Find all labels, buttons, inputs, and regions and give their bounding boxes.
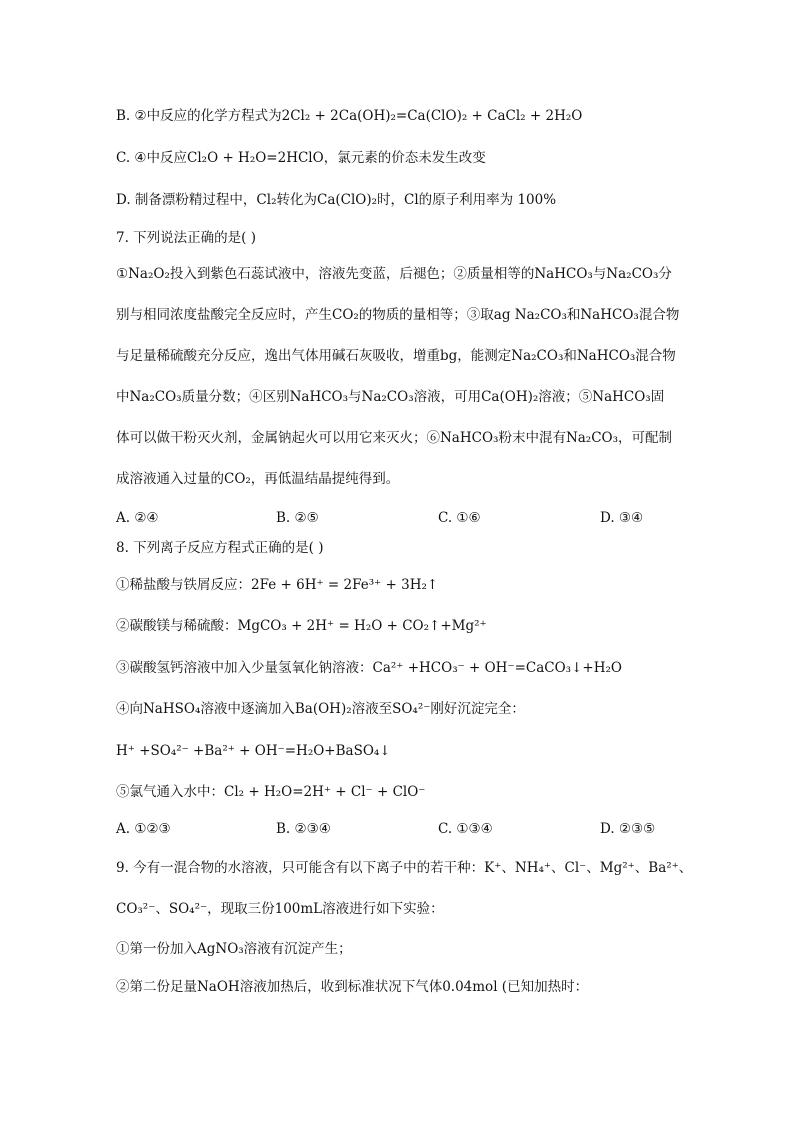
question-8-item-4-equation: H⁺ +SO₄²⁻ +Ba²⁺ + OH⁻=H₂O+BaSO₄↓ xyxy=(116,743,391,759)
question-8-item-2: ②碳酸镁与稀硫酸：MgCO₃ + 2H⁺ = H₂O + CO₂↑+Mg²⁺ xyxy=(116,618,487,634)
question-9-text-line: CO₃²⁻、SO₄²⁻，现取三份100mL溶液进行如下实验： xyxy=(116,901,444,917)
option-b: B. ②③④ xyxy=(276,821,331,837)
option-c: C. ①⑥ xyxy=(438,510,481,526)
question-7-text-line: 体可以做干粉灭火剂，金属钠起火可以用它来灭火；⑥NaHCO₃粉末中混有Na₂CO₃，可配制 xyxy=(116,430,673,446)
option-a: A. ①②③ xyxy=(116,821,171,837)
question-7-text-line: 别与相同浓度盐酸完全反应时，产生CO₂的物质的量相等；③取ag Na₂CO₃和NaHCO₃混合物 xyxy=(116,307,680,323)
question-8-title: 8. 下列离子反应方程式正确的是( ) xyxy=(116,540,324,556)
question-9-step-1: ①第一份加入AgNO₃溶液有沉淀产生； xyxy=(116,941,352,957)
option-d: D. ②③⑤ xyxy=(600,821,656,837)
question-7-options xyxy=(116,508,676,528)
question-7-text-line: 与足量稀硫酸充分反应，逸出气体用碱石灰吸收，增重bg，能测定Na₂CO₃和NaHCO₃混合物 xyxy=(116,348,676,364)
option-d-line: D. 制备漂粉精过程中，Cl₂转化为Ca(ClO)₂时，Cl的原子利用率为 100% xyxy=(116,192,557,208)
option-c-line: C. ④中反应Cl₂O + H₂O=2HClO，氯元素的价态未发生改变 xyxy=(116,150,486,166)
question-9-step-2: ②第二份足量NaOH溶液加热后，收到标准状况下气体0.04mol (已知加热时： xyxy=(116,979,589,995)
question-8-options xyxy=(116,819,676,839)
question-7-text-line: 中Na₂CO₃质量分数；④区别NaHCO₃与Na₂CO₃溶液，可用Ca(OH)₂溶液；⑤NaHCO₃固 xyxy=(116,389,665,405)
question-7-text-line: 成溶液通入过量的CO₂，再低温结晶提纯得到。 xyxy=(116,471,400,487)
question-8-item-4: ④向NaHSO₄溶液中逐滴加入Ba(OH)₂溶液至SO₄²⁻刚好沉淀完全： xyxy=(116,701,525,717)
question-8-item-3: ③碳酸氢钙溶液中加入少量氢氧化钠溶液：Ca²⁺ +HCO₃⁻ + OH⁻=CaCO₃↓+H₂O xyxy=(116,660,622,676)
option-b-line: B. ②中反应的化学方程式为2Cl₂ + 2Ca(OH)₂=Ca(ClO)₂ + CaCl₂ + 2H₂O xyxy=(116,108,583,124)
question-9-title: 9. 今有一混合物的水溶液，只可能含有以下离子中的若干种：K⁺、NH₄⁺、Cl⁻、Mg²⁺、Ba²⁺、 xyxy=(116,860,693,876)
option-c: C. ①③④ xyxy=(438,821,493,837)
question-7-text-line: ①Na₂O₂投入到紫色石蕊试液中，溶液先变蓝，后褪色；②质量相等的NaHCO₃与Na₂CO₃分 xyxy=(116,266,672,282)
question-8-item-5: ⑤氯气通入水中：Cl₂ + H₂O=2H⁺ + Cl⁻ + ClO⁻ xyxy=(116,784,426,800)
question-7-title: 7. 下列说法正确的是( ) xyxy=(116,230,256,246)
option-d: D. ③④ xyxy=(600,510,644,526)
option-a: A. ②④ xyxy=(116,510,159,526)
question-8-item-1: ①稀盐酸与铁屑反应：2Fe + 6H⁺ = 2Fe³⁺ + 3H₂↑ xyxy=(116,577,439,593)
option-b: B. ②⑤ xyxy=(276,510,319,526)
